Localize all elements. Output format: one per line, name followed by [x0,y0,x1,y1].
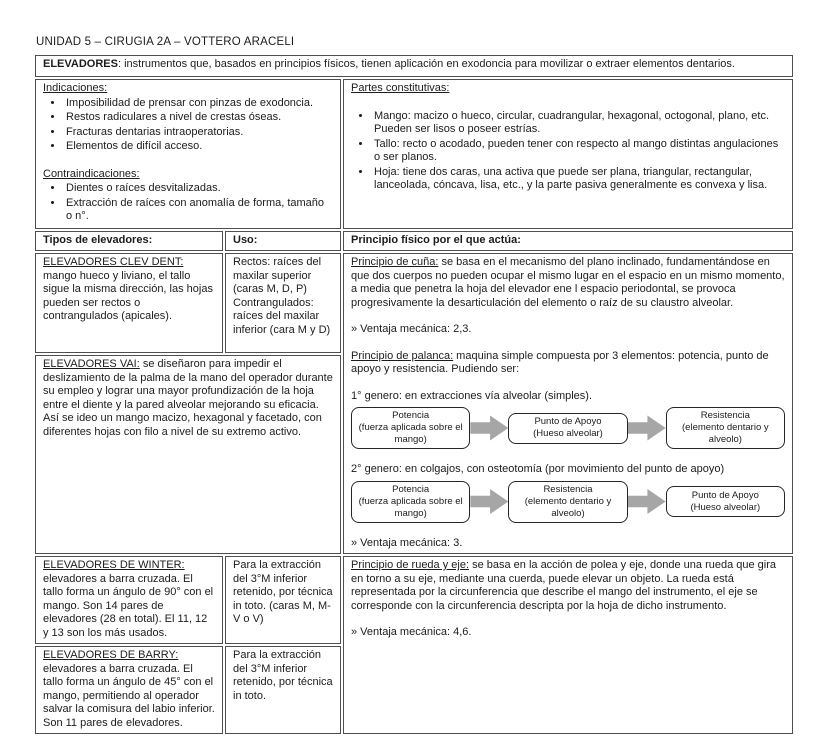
wheel-principle-paragraph [351,559,785,613]
barry-text: elevadores a barra cruzada. El tallo forma un ángulo de 45° con el mango, permitiendo al operador salvar la comisura del labio inferior. Son 11 pares de elevadores. [43,662,215,729]
flow-box-title: Punto de Apoyo [534,416,602,427]
lever-principle-label: Principio de palanca: [351,349,454,362]
wedge-advantage: » Ventaja mecánica: 2,3. [351,323,472,335]
header-cell-use: Uso: [225,231,341,252]
lever-advantage: » Ventaja mecánica: 3. [351,536,463,549]
header-cell-principle: Principio físico por el que actúa: [343,231,793,252]
parts-heading: Partes constitutivas: [351,82,450,94]
indication-item: • Restos radiculares a nivel de crestas óseas. [64,111,333,125]
wedge-principle-paragraph [351,256,785,310]
lever-genre2-diagram [351,481,785,523]
flow-box-title: Potencia [392,483,430,495]
clev-dent-cell [35,253,223,353]
wedge-principle-text: se basa en el mecanismo del plano inclinado, fundamentándose en que dos cuerpos no pueden ocupar el mismo lugar en el espacio en un mismo momento, a media que penetra la hoja del elevador ene l espacio periodontal, se provoca progresivamente la desarticulación del elemento o raíz de su claustro alveolar. [351,256,785,309]
clev-dent-use-contrangulados: Contrangulados: raíces del maxilar inferior (cara M y D) [233,296,331,336]
flow-box-subtitle: (fuerza aplicada sobre el mango) [358,495,463,519]
barry-use-cell: Para la extracción del 3°M inferior retenido, por técnica in toto. [225,646,341,734]
definition-box [35,55,793,77]
vai-text: se diseñaron para impedir el deslizamiento de la palma de la mano del operador durante su empleo y lograr una mayor profundización de la hoja entre el diente y la pared alveolar mejorando su eficacia. Así se ideo un mango macizo, hexagonal y facetado, con diferentes hojas con filo a nivel de su extremo activo. [43,358,333,438]
contraindications-heading: Contraindicaciones: [43,167,140,180]
part-item: • Mango: macizo o hueco, circular, cuadrangular, hexagonal, octogonal, plano, etc. Pueden ser lisos o poseer estrías. [372,110,785,137]
header-cell-types: Tipos de elevadores: [35,231,223,252]
indication-item: • Imposibilidad de prensar con pinzas de exodoncia. [64,97,333,111]
wheel-principle-label: Principio de rueda y eje: [351,559,470,571]
clev-dent-use-cell [225,253,341,353]
spacer [351,310,785,323]
spacer [351,613,785,626]
lever-principle-text: maquina simple compuesta por 3 elementos: potencia, punto de apoyo y resistencia. Pudiendo ser: [351,349,769,375]
flow-box-subtitle: (Hueso alveolar) [690,501,761,513]
definition-term: ELEVADORES [43,58,118,70]
flow-box-title: Punto de Apoyo [691,489,759,501]
clev-dent-text: mango hueco y liviano, el tallo sigue la misma dirección, las hojas pueden ser rectos o contrangulados (apicales). [43,269,213,322]
spacer [351,452,785,463]
part-item: • Hoja: tiene dos caras, una activa que puede ser plana, triangular, rectangular, lanceolada, cóncava, lisa, etc., y la parte pasiva generalmente es convexa y lisa. [372,166,785,193]
flow-box-potencia [351,481,470,523]
wheel-principle-text: se basa en la acción de polea y eje, donde una rueda que gira en torno a su eje, mediante una cuerda, puede elevar un objeto. La rueda está representada por la circunferencia que describe el mango del instrumento, el eje se corresponde con la circunferencia descripta por la hoja de dicho instrumento. [351,559,777,612]
indications-section [35,79,341,229]
right-arrow-icon [628,489,666,515]
clev-dent-use-rectos: Rectos: raíces del maxilar superior (caras M, D, P) [233,256,322,295]
indications-list [43,97,333,154]
flow-box-title: Resistencia [700,410,750,421]
winter-label: ELEVADORES DE WINTER: [43,559,185,571]
flow-box-subtitle: (Hueso alveolar) [533,428,603,439]
spacer [351,96,785,109]
lever-genre1-diagram [351,407,785,449]
flow-box-resistencia [666,407,785,449]
indication-item: • Elementos de difícil acceso. [64,140,333,154]
lever-genre1-text: 1° genero: en extracciones vía alveolar (simples). [351,389,593,402]
flow-box-punto-de-apoyo [666,486,785,517]
flow-box-subtitle: (elemento dentario y alveolo) [524,495,612,519]
wheel-advantage: » Ventaja mecánica: 4,6. [351,626,472,638]
part-item: • Tallo: recto o acodado, pueden tener con respecto al mango distintas angulaciones o ser planos. [372,138,785,165]
contraindications-list [43,182,333,224]
clev-dent-label: ELEVADORES CLEV DENT: [43,256,184,268]
vai-label: ELEVADORES VAI: [43,358,140,371]
winter-use-cell: Para la extracción del 3°M inferior retenido, por técnica in toto. (caras M, M-V o V) [225,556,341,644]
flow-box-subtitle: (elemento dentario y alveolo) [682,422,769,445]
right-arrow-icon [470,415,508,441]
parts-list [351,110,785,193]
principle-wheel-cell [343,556,793,734]
page-title: UNIDAD 5 – CIRUGIA 2A – VOTTERO ARACELI [36,36,295,48]
contraindication-item: • Extracción de raíces con anomalía de forma, tamaño o n°. [64,197,333,224]
spacer [43,155,333,168]
elevadores-table [33,53,795,736]
barry-label: ELEVADORES DE BARRY: [43,649,179,661]
lever-genre2-text: 2° genero: en colgajos, con osteotomía (por movimiento del punto de apoyo) [351,463,725,475]
barry-cell [35,646,223,734]
flow-box-subtitle: (fuerza aplicada sobre el mango) [358,422,463,445]
flow-box-potencia [351,407,470,449]
wedge-principle-label: Principio de cuña: [351,256,439,268]
indications-heading: Indicaciones: [43,82,108,94]
indication-item: • Fracturas dentarias intraoperatorias. [64,126,333,140]
parts-section [343,79,793,229]
flow-box-punto-de-apoyo [508,413,627,444]
definition-text: : instrumentos que, basados en principios físicos, tienen aplicación en exodoncia para movilizar o extraer elementos dentarios. [117,58,735,70]
principle-wedge-lever-cell [343,253,793,554]
winter-cell [35,556,223,644]
right-arrow-icon [470,489,508,515]
spacer [351,337,785,350]
spacer [351,526,785,537]
vai-cell [35,355,341,554]
winter-text: elevadores a barra cruzada. El tallo forma un ángulo de 90° con el mango. Son 14 pares de elevadores (28 en total). El 11, 12 y 13 son los más usados. [43,572,214,639]
contraindication-item: • Dientes o raíces desvitalizadas. [64,182,333,196]
flow-box-title: Potencia [392,410,430,421]
flow-box-title: Resistencia [543,483,593,495]
lever-principle-paragraph [351,350,785,377]
right-arrow-icon [628,415,666,441]
spacer [351,377,785,390]
flow-box-resistencia [508,481,627,523]
